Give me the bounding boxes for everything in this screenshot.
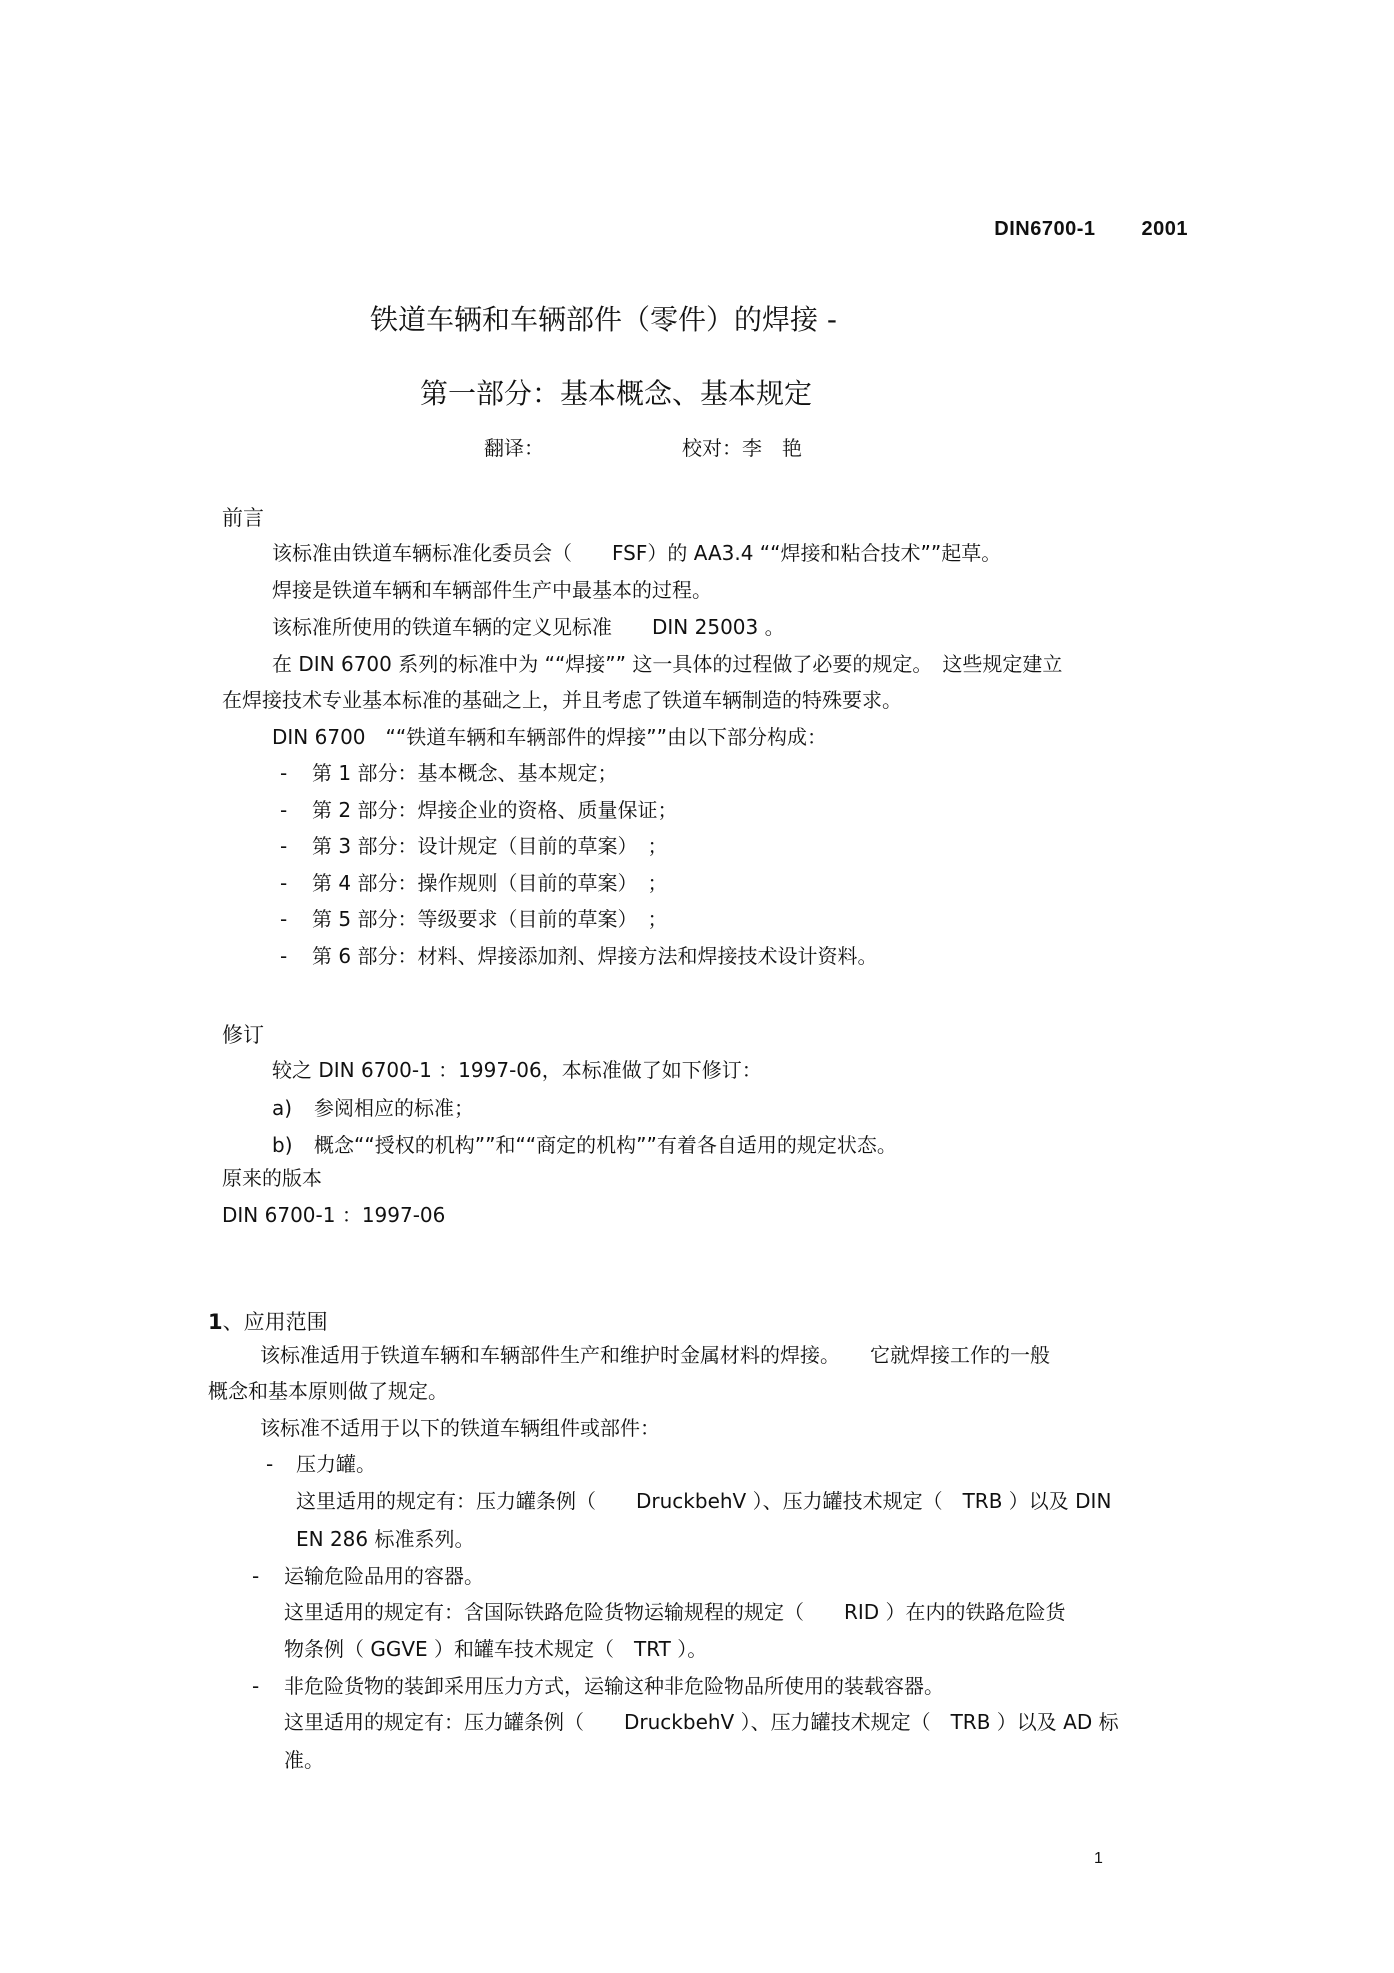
part-list-item: - 第 4 部分：操作规则（目前的草案） ； — [280, 871, 668, 895]
list-dash: - — [280, 944, 288, 968]
page-number: 1 — [1094, 1850, 1103, 1867]
scope-exclusion-item-2-line-1: 这里适用的规定有：含国际铁路危险货物运输规程的规定（ RID ）在内的铁路危险货 — [284, 1600, 1066, 1624]
foreword-paragraph-4-line-1: 在 DIN 6700 系列的标准中为 ““焊接”” 这一具体的过程做了必要的规定。 这些规定建立 — [272, 652, 1063, 676]
scope-exclusion-item-1-line-1: 这里适用的规定有：压力罐条例（ DruckbehV ）、压力罐技术规定（ TRB ）以及 DIN — [296, 1489, 1112, 1513]
scope-exclusion-item-1: - 压力罐。 — [266, 1452, 376, 1476]
revision-item-b: b) 概念““授权的机构””和““商定的机构””有着各自适用的规定状态。 — [272, 1133, 897, 1157]
list-dash: - — [266, 1452, 274, 1476]
original-version-heading: 原来的版本 — [222, 1166, 322, 1190]
list-dash: - — [280, 834, 288, 858]
list-dash: - — [280, 798, 288, 822]
list-dash: - — [252, 1564, 260, 1588]
scope-exclusion-item-3-line-2: 准。 — [284, 1748, 324, 1772]
part-list-item: - 第 6 部分：材料、焊接添加剂、焊接方法和焊接技术设计资料。 — [280, 944, 878, 968]
part-list-item: - 第 2 部分：焊接企业的资格、质量保证； — [280, 798, 678, 822]
foreword-paragraph-4-line-2: 在焊接技术专业基本标准的基础之上，并且考虑了铁道车辆制造的特殊要求。 — [222, 688, 902, 712]
scope-exclusion-item-2-line-2: 物条例（ GGVE ）和罐车技术规定（ TRT ）。 — [284, 1637, 708, 1661]
foreword-paragraph-5: DIN 6700 ““铁道车辆和车辆部件的焊接””由以下部分构成： — [272, 725, 827, 749]
translator-label: 翻译： — [484, 436, 544, 460]
part-list-item: - 第 3 部分：设计规定（目前的草案） ； — [280, 834, 668, 858]
scope-exclusion-item-2: - 运输危险品用的容器。 — [252, 1564, 484, 1588]
list-dash: - — [280, 871, 288, 895]
title-line-1: 铁道车辆和车辆部件（零件）的焊接 - — [370, 303, 838, 336]
foreword-heading: 前言 — [222, 506, 264, 530]
scope-exclusion-item-3-line-1: 这里适用的规定有：压力罐条例（ DruckbehV ）、压力罐技术规定（ TRB ）以及 AD 标 — [284, 1710, 1119, 1734]
foreword-paragraph-1: 该标准由铁道车辆标准化委员会（ FSF）的 AA3.4 ““焊接和粘合技术””起草。 — [272, 541, 1002, 565]
standard-year: 2001 — [1141, 218, 1188, 240]
standard-number: DIN6700-1 — [994, 218, 1096, 240]
document-code — [994, 218, 1188, 241]
scope-exclusion-item-3: - 非危险货物的装卸采用压力方式，运输这种非危险物品所使用的装载容器。 — [252, 1674, 944, 1698]
foreword-paragraph-3: 该标准所使用的铁道车辆的定义见标准 DIN 25003 。 — [272, 615, 785, 639]
scope-paragraph-2: 该标准不适用于以下的铁道车辆组件或部件： — [260, 1416, 660, 1440]
revision-item-a: a) 参阅相应的标准； — [272, 1096, 474, 1120]
list-dash: - — [252, 1674, 260, 1698]
credits — [484, 432, 802, 461]
title-line-2: 第一部分：基本概念、基本规定 — [420, 377, 813, 410]
original-version-value: DIN 6700-1 ：1997-06 — [222, 1203, 446, 1227]
scope-exclusion-item-1-line-2: EN 286 标准系列。 — [296, 1527, 475, 1551]
foreword-paragraph-2: 焊接是铁道车辆和车辆部件生产中最基本的过程。 — [272, 578, 712, 602]
scope-paragraph-1-line-2: 概念和基本原则做了规定。 — [208, 1379, 448, 1403]
revision-heading: 修订 — [222, 1023, 264, 1047]
part-list-item: - 第 5 部分：等级要求（目前的草案） ； — [280, 907, 668, 931]
list-dash: - — [280, 907, 288, 931]
scope-paragraph-1-line-1: 该标准适用于铁道车辆和车辆部件生产和维护时金属材料的焊接。 它就焊接工作的一般 — [260, 1343, 1050, 1367]
part-list-item: - 第 1 部分：基本概念、基本规定； — [280, 761, 618, 785]
scope-heading: 1、应用范围 — [208, 1310, 328, 1334]
proofreader-label: 校对：李 艳 — [682, 436, 802, 460]
list-dash: - — [280, 761, 288, 785]
revision-intro: 较之 DIN 6700-1 ：1997-06，本标准做了如下修订： — [272, 1058, 762, 1082]
